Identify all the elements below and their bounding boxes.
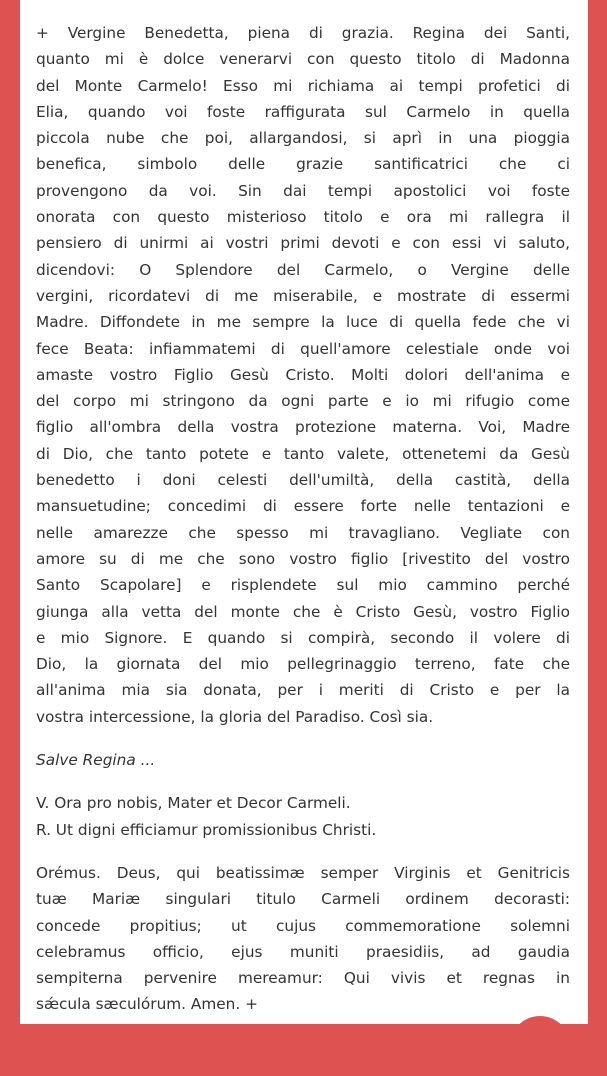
text-line: Orémus. Deus, qui beatissimæ semper Virginis et Genitricis bbox=[36, 863, 570, 882]
text-line: Santo Scapolare] e risplendete sul mio cammino perché bbox=[36, 576, 570, 595]
salve-regina: Salve Regina ... bbox=[36, 751, 156, 770]
text-line: del Monte Carmelo! Esso mi richiama ai tempi profetici di bbox=[36, 76, 570, 95]
text-line: benefica, simbolo delle grazie santificatrici che ci bbox=[36, 155, 570, 174]
text-line: pensiero di unirmi ai vostri primi devoti e con essi vi saluto, bbox=[36, 234, 570, 253]
text-line: di Dio, che tanto potete e tanto valete, ottenetemi da Gesù bbox=[36, 444, 570, 463]
prayer-paragraph bbox=[36, 20, 570, 730]
text-line: vostra intercessione, la gloria del Paradiso. Così sia. bbox=[36, 707, 434, 726]
text-line: sempiterna pervenire mereamur: Qui vivis et regnas in bbox=[36, 969, 570, 988]
text-line: Madre. Diffondete in me sempre la luce di quella fede che vi bbox=[36, 313, 570, 332]
text-line: giunga alla vetta del monte che è Cristo Gesù, vostro Figlio bbox=[36, 602, 570, 621]
text-line: tuæ Mariæ singulari titulo Carmeli ordinem decorasti: bbox=[36, 890, 570, 909]
text-line: del corpo mi stringono da ogni parte e io mi rifugio come bbox=[36, 392, 570, 411]
text-line: amaste vostro Figlio Gesù Cristo. Molti dolori dell'anima e bbox=[36, 365, 570, 384]
text-line: sǽcula sæculórum. Amen. + bbox=[36, 995, 258, 1014]
text-line: concede propitius; ut cujus commemoratione solemni bbox=[36, 916, 570, 935]
text-line: piccola nube che poi, allargandosi, si aprì in una pioggia bbox=[36, 129, 570, 148]
page bbox=[20, 0, 588, 1024]
text-line: Elia, quando voi foste raffigurata sul Carmelo in quella bbox=[36, 102, 570, 121]
text-line: figlio all'ombra della vostra protezione materna. Voi, Madre bbox=[36, 418, 570, 437]
text-line: benedetto i doni celesti dell'umiltà, della castità, della bbox=[36, 471, 570, 490]
text-line: + Vergine Benedetta, piena di grazia. Regina dei Santi, bbox=[36, 24, 570, 42]
oremus-paragraph bbox=[36, 860, 570, 1018]
floating-action-button[interactable] bbox=[510, 1016, 570, 1076]
text-line: vergini, ricordatevi di me miserabile, e mostrate di essermi bbox=[36, 286, 570, 305]
text-line: celebramus officio, ejus muniti praesidiis, ad gaudia bbox=[36, 942, 570, 961]
versicle-response bbox=[36, 790, 570, 843]
text-line: quanto mi è dolce venerarvi con questo titolo di Madonna bbox=[36, 50, 570, 69]
text-line: amore su di me che sono vostro figlio [rivestito del vostro bbox=[36, 549, 570, 568]
text-line: all'anima mia sia donata, per i meriti di Cristo e per la bbox=[36, 681, 570, 700]
document-content bbox=[36, 20, 570, 1035]
text-line: onorata con questo misterioso titolo e ora mi rallegra il bbox=[36, 208, 570, 227]
text-line: provengono da voi. Sin dai tempi apostolici voi foste bbox=[36, 181, 570, 200]
response: R. Ut digni efficiamur promissionibus Christi. bbox=[36, 820, 377, 839]
text-line: fece Beata: infiammatemi di quell'amore celestiale onde voi bbox=[36, 339, 570, 358]
text-line: e mio Signore. E quando si compirà, secondo il volere di bbox=[36, 628, 570, 647]
versicle: V. Ora pro nobis, Mater et Decor Carmeli. bbox=[36, 794, 351, 813]
text-line: nelle amarezze che spesso mi travagliano. Vegliate con bbox=[36, 523, 570, 542]
text-line: Dio, la giornata del mio pellegrinaggio terreno, fate che bbox=[36, 655, 570, 674]
text-line: dicendovi: O Splendore del Carmelo, o Vergine delle bbox=[36, 260, 570, 279]
text-line: mansuetudine; concedimi di essere forte nelle tentazioni e bbox=[36, 497, 570, 516]
